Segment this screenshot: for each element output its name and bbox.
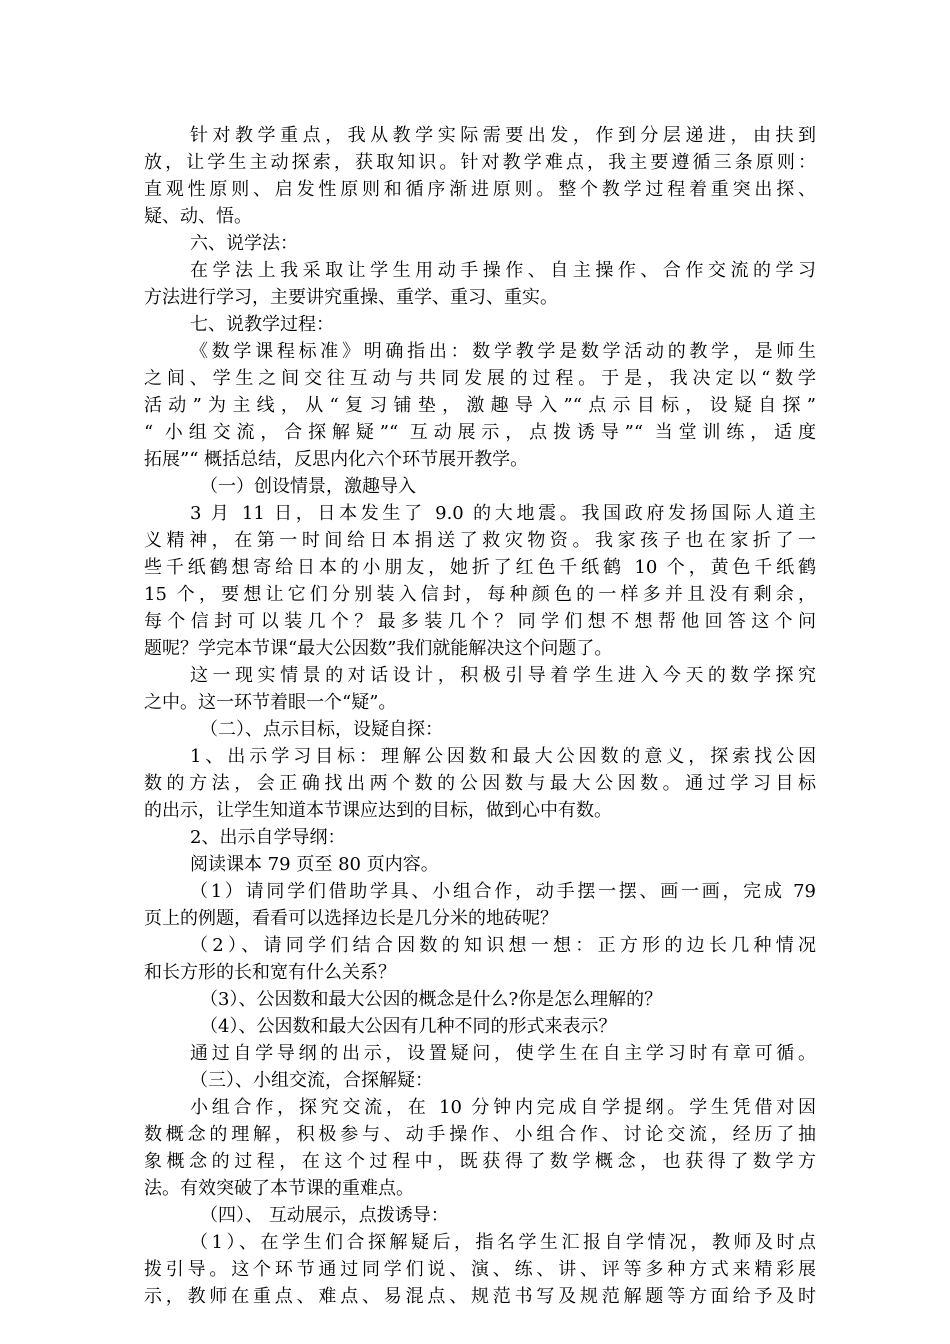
text-line: （2）、请同学们结合因数的知识想一想：正方形的边长几种情况 — [190, 935, 816, 956]
text-line: 数的方法，会正确找出两个数的公因数与最大公因数。通过学习目标 — [144, 773, 816, 794]
text-line: 数概念的理解，积极参与、动手操作、小组合作、讨论交流，经历了抽 — [144, 1124, 816, 1145]
text-line: 方法进行学习，主要讲究重操、重学、重习、重实。 — [144, 287, 558, 308]
text-line: （3）、公因数和最大公因的概念是什么?你是怎么理解的？ — [200, 989, 663, 1010]
text-line: 针对教学重点，我从教学实际需要出发，作到分层递进，由扶到 — [190, 125, 816, 146]
text-line: 3 月 11 日，日本发生了 9.0 的大地震。我国政府发扬国际人道主 — [190, 503, 816, 524]
text-line: 通过自学导纲的出示，设置疑问，使学生在自主学习时有章可循。 — [190, 1043, 816, 1064]
text-line: 活动”为主线，从“复习铺垫，激趣导入”“点示目标，设疑自探” — [144, 395, 816, 416]
text-line: 七、说教学过程： — [190, 314, 334, 335]
text-line: 这一现实情景的对话设计，积极引导着学生进入今天的数学探究 — [190, 665, 816, 686]
document-body — [144, 122, 816, 1310]
text-line: 小组合作，探究交流，在 10 分钟内完成自学提纲。学生凭借对因 — [190, 1097, 816, 1118]
text-line: （4）、公因数和最大公因有几种不同的形式来表示？ — [200, 1016, 617, 1037]
text-line: 拓展”“ 概括总结，反思内化六个环节展开教学。 — [144, 449, 529, 470]
text-line: 直观性原则、启发性原则和循序渐进原则。整个教学过程着重突出探、 — [144, 179, 816, 200]
text-line: 2、出示自学导纲： — [190, 827, 346, 848]
text-line: 阅读课本 79 页至 80 页内容。 — [190, 854, 439, 875]
text-line: 拨引导。这个环节通过同学们说、演、练、讲、评等多种方式来精彩展 — [144, 1259, 816, 1280]
text-line: 页上的例题，看看可以选择边长是几分米的地砖呢？ — [144, 908, 558, 929]
text-line: 象概念的过程，在这个过程中，既获得了数学概念，也获得了数学方 — [144, 1151, 816, 1172]
text-line: 疑、动、悟。 — [144, 206, 252, 227]
text-line: 每个信封可以装几个？最多装几个？同学们想不想帮他回答这个问 — [144, 611, 816, 632]
text-line: 《数学课程标准》明确指出：数学教学是数学活动的教学，是师生 — [190, 341, 816, 362]
text-line: 之间、学生之间交往互动与共同发展的过程。于是，我决定以“数学 — [144, 368, 816, 389]
text-line: “ 小组交流，合探解疑”“ 互动展示，点拨诱导”“ 当堂训练，适度 — [144, 422, 816, 443]
text-line: 法。有效突破了本节课的重难点。 — [144, 1178, 414, 1199]
text-line: 题呢？学完本节课“最大公因数”我们就能解决这个问题了。 — [144, 638, 613, 659]
text-line: （二）、点示目标，设疑自探： — [200, 719, 443, 740]
text-line: （四）、 互动展示，点拨诱导： — [200, 1205, 449, 1226]
text-line: 义精神，在第一时间给日本捐送了救灾物资。我家孩子也在家折了一 — [144, 530, 816, 551]
text-line: 示，教师在重点、难点、易混点、规范书写及规范解题等方面给予及时 — [144, 1286, 816, 1307]
text-line: 15 个，要想让它们分别装入信封，每种颜色的一样多并且没有剩余， — [144, 584, 816, 605]
text-line: （1）请同学们借助学具、小组合作，动手摆一摆、画一画，完成 79 — [190, 881, 816, 902]
text-line: （一）创设情景，激趣导入 — [200, 476, 416, 497]
text-line: 的出示，让学生知道本节课应达到的目标，做到心中有数。 — [144, 800, 612, 821]
text-line: 些千纸鹤想寄给日本的小朋友，她折了红色千纸鹤 10 个，黄色千纸鹤 — [144, 557, 816, 578]
text-line: 和长方形的长和宽有什么关系？ — [144, 962, 396, 983]
text-line: （三）、小组交流，合探解疑： — [190, 1070, 433, 1091]
text-line: （1）、在学生们合探解疑后，指名学生汇报自学情况，教师及时点 — [190, 1232, 816, 1253]
text-line: 放，让学生主动探索，获取知识。针对教学难点，我主要遵循三条原则： — [144, 152, 816, 173]
text-line: 六、说学法： — [190, 233, 298, 254]
text-line: 在学法上我采取让学生用动手操作、自主操作、合作交流的学习 — [190, 260, 816, 281]
text-line: 1、出示学习目标：理解公因数和最大公因数的意义，探索找公因 — [190, 746, 816, 767]
text-line: 之中。这一环节着眼一个“疑”。 — [144, 692, 397, 713]
